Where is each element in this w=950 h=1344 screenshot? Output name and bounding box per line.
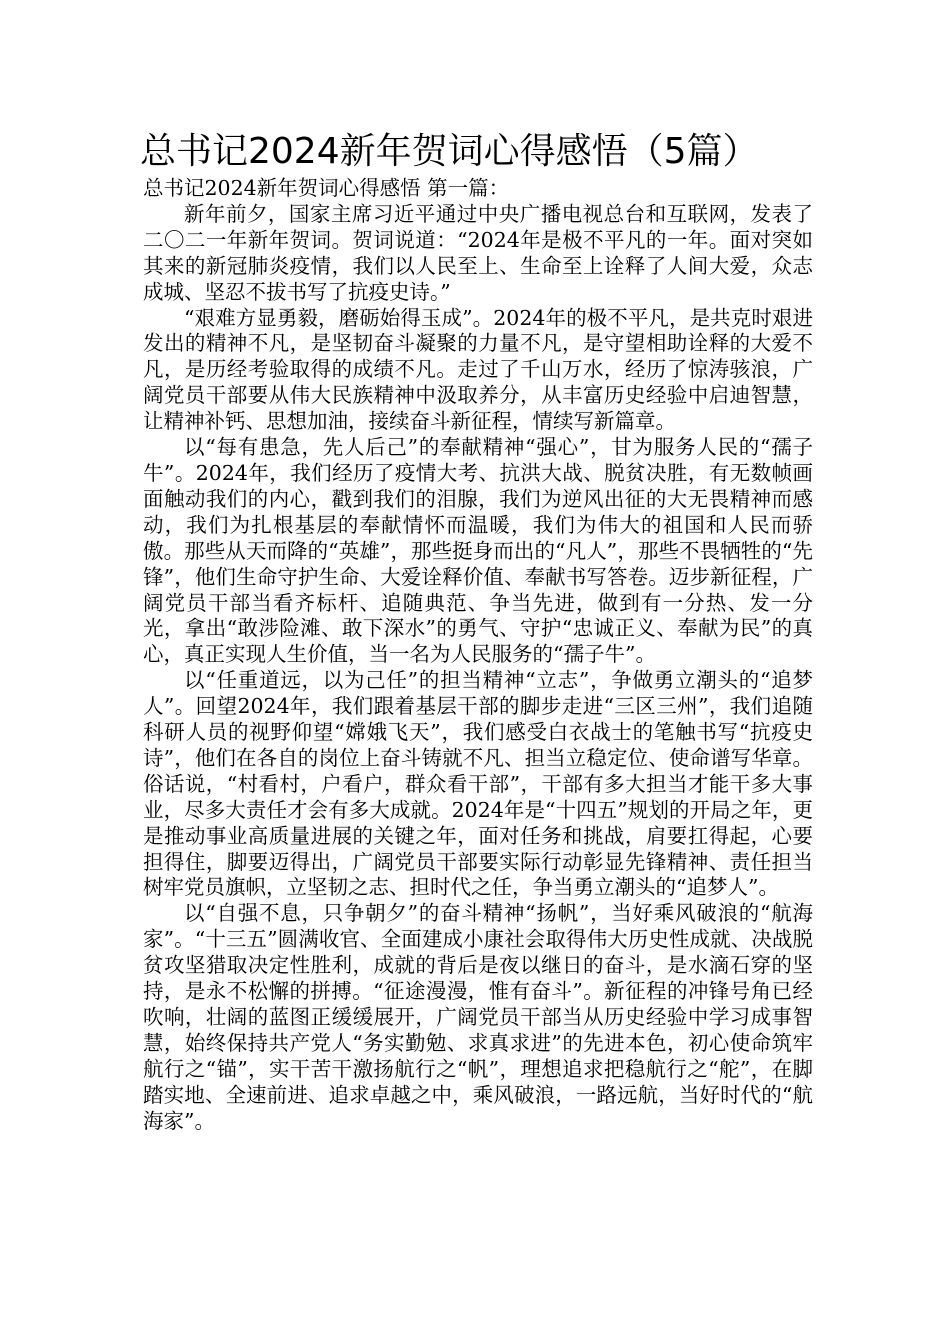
paragraph-1: 新年前夕，国家主席习近平通过中央广播电视总台和互联网，发表了二〇二一年新年贺词。贺词说道：“2024年是极不平凡的一年。面对突如其来的新冠肺炎疫情，我们以人民至上、生命至上诠释了人间大爱，众志成城、坚忍不拔书写了抗疫史诗。” bbox=[143, 201, 813, 304]
paragraph-4: 以“任重道远，以为己任”的担当精神“立志”，争做勇立潮头的“追梦人”。回望2024年，我们跟着基层干部的脚步走进“三区三州”，我们追随科研人员的视野仰望“嫦娥飞天”，我们感受白衣战士的笔触书写“抗疫史诗”，他们在各自的岗位上奋斗铸就不凡、担当立稳定位、使命谱写华章。俗话说，“村看村，户看户，群众看干部”，干部有多大担当才能干多大事业，尽多大责任才会有多大成就。2024年是“十四五”规划的开局之年，更是推动事业高质量进展的关键之年，面对任务和挑战，肩要扛得起，心要担得住，脚要迈得出，广阔党员干部要实际行动彰显先锋精神、责任担当树牢党员旗帜，立坚韧之志、担时代之任，争当勇立潮头的“追梦人”。 bbox=[143, 668, 813, 900]
document-body bbox=[143, 176, 813, 1135]
paragraph-5: 以“自强不息，只争朝夕”的奋斗精神“扬帆”，当好乘风破浪的“航海家”。“十三五”圆满收官、全面建成小康社会取得伟大历史性成就、决战脱贫攻坚猎取决定性胜利，成就的背后是夜以继日的奋斗，是水滴石穿的坚持，是永不松懈的拼搏。“征途漫漫，惟有奋斗”。新征程的冲锋号角已经吹响，壮阔的蓝图正缓缓展开，广阔党员干部当从历史经验中学习成事智慧，始终保持共产党人“务实勤勉、求真求进”的先进本色，初心使命筑牢航行之“锚”，实干苦干激扬航行之“帆”，理想追求把稳航行之“舵”，在脚踏实地、全速前进、追求卓越之中，乘风破浪，一路远航，当好时代的“航海家”。 bbox=[143, 901, 813, 1133]
paragraph-3: 以“每有患急，先人后己”的奉献精神“强心”，甘为服务人民的“孺子牛”。2024年，我们经历了疫情大考、抗洪大战、脱贫决胜，有无数帧画面触动我们的内心，戳到我们的泪腺，我们为逆风出征的大无畏精神而感动，我们为扎根基层的奉献情怀而温暖，我们为伟大的祖国和人民而骄傲。那些从天而降的“英雄”，那些挺身而出的“凡人”，那些不畏牺牲的“先锋”，他们生命守护生命、大爱诠释价值、奉献书写答卷。迈步新征程，广阔党员干部当看齐标杆、追随典范、争当先进，做到有一分热、发一分光，拿出“敢涉险滩、敢下深水”的勇气、守护“忠诚正义、奉献为民”的真心，真正实现人生价值，当一名为人民服务的“孺子牛”。 bbox=[143, 435, 813, 667]
document-title: 总书记2024新年贺词心得感悟（5篇） bbox=[140, 131, 759, 172]
section-subheading: 总书记2024新年贺词心得感悟 第一篇： bbox=[143, 176, 510, 200]
paragraph-2: “艰难方显勇毅，磨砺始得玉成”。2024年的极不平凡，是共克时艰进发出的精神不凡，是坚韧奋斗凝聚的力量不凡，是守望相助诠释的大爱不凡，是历经考验取得的成绩不凡。走过了千山万水，经历了惊涛骇浪，广阔党员干部要从伟大民族精神中汲取养分，从丰富历史经验中启迪智慧，让精神补钙、思想加油，接续奋斗新征程，情续写新篇章。 bbox=[143, 305, 813, 434]
